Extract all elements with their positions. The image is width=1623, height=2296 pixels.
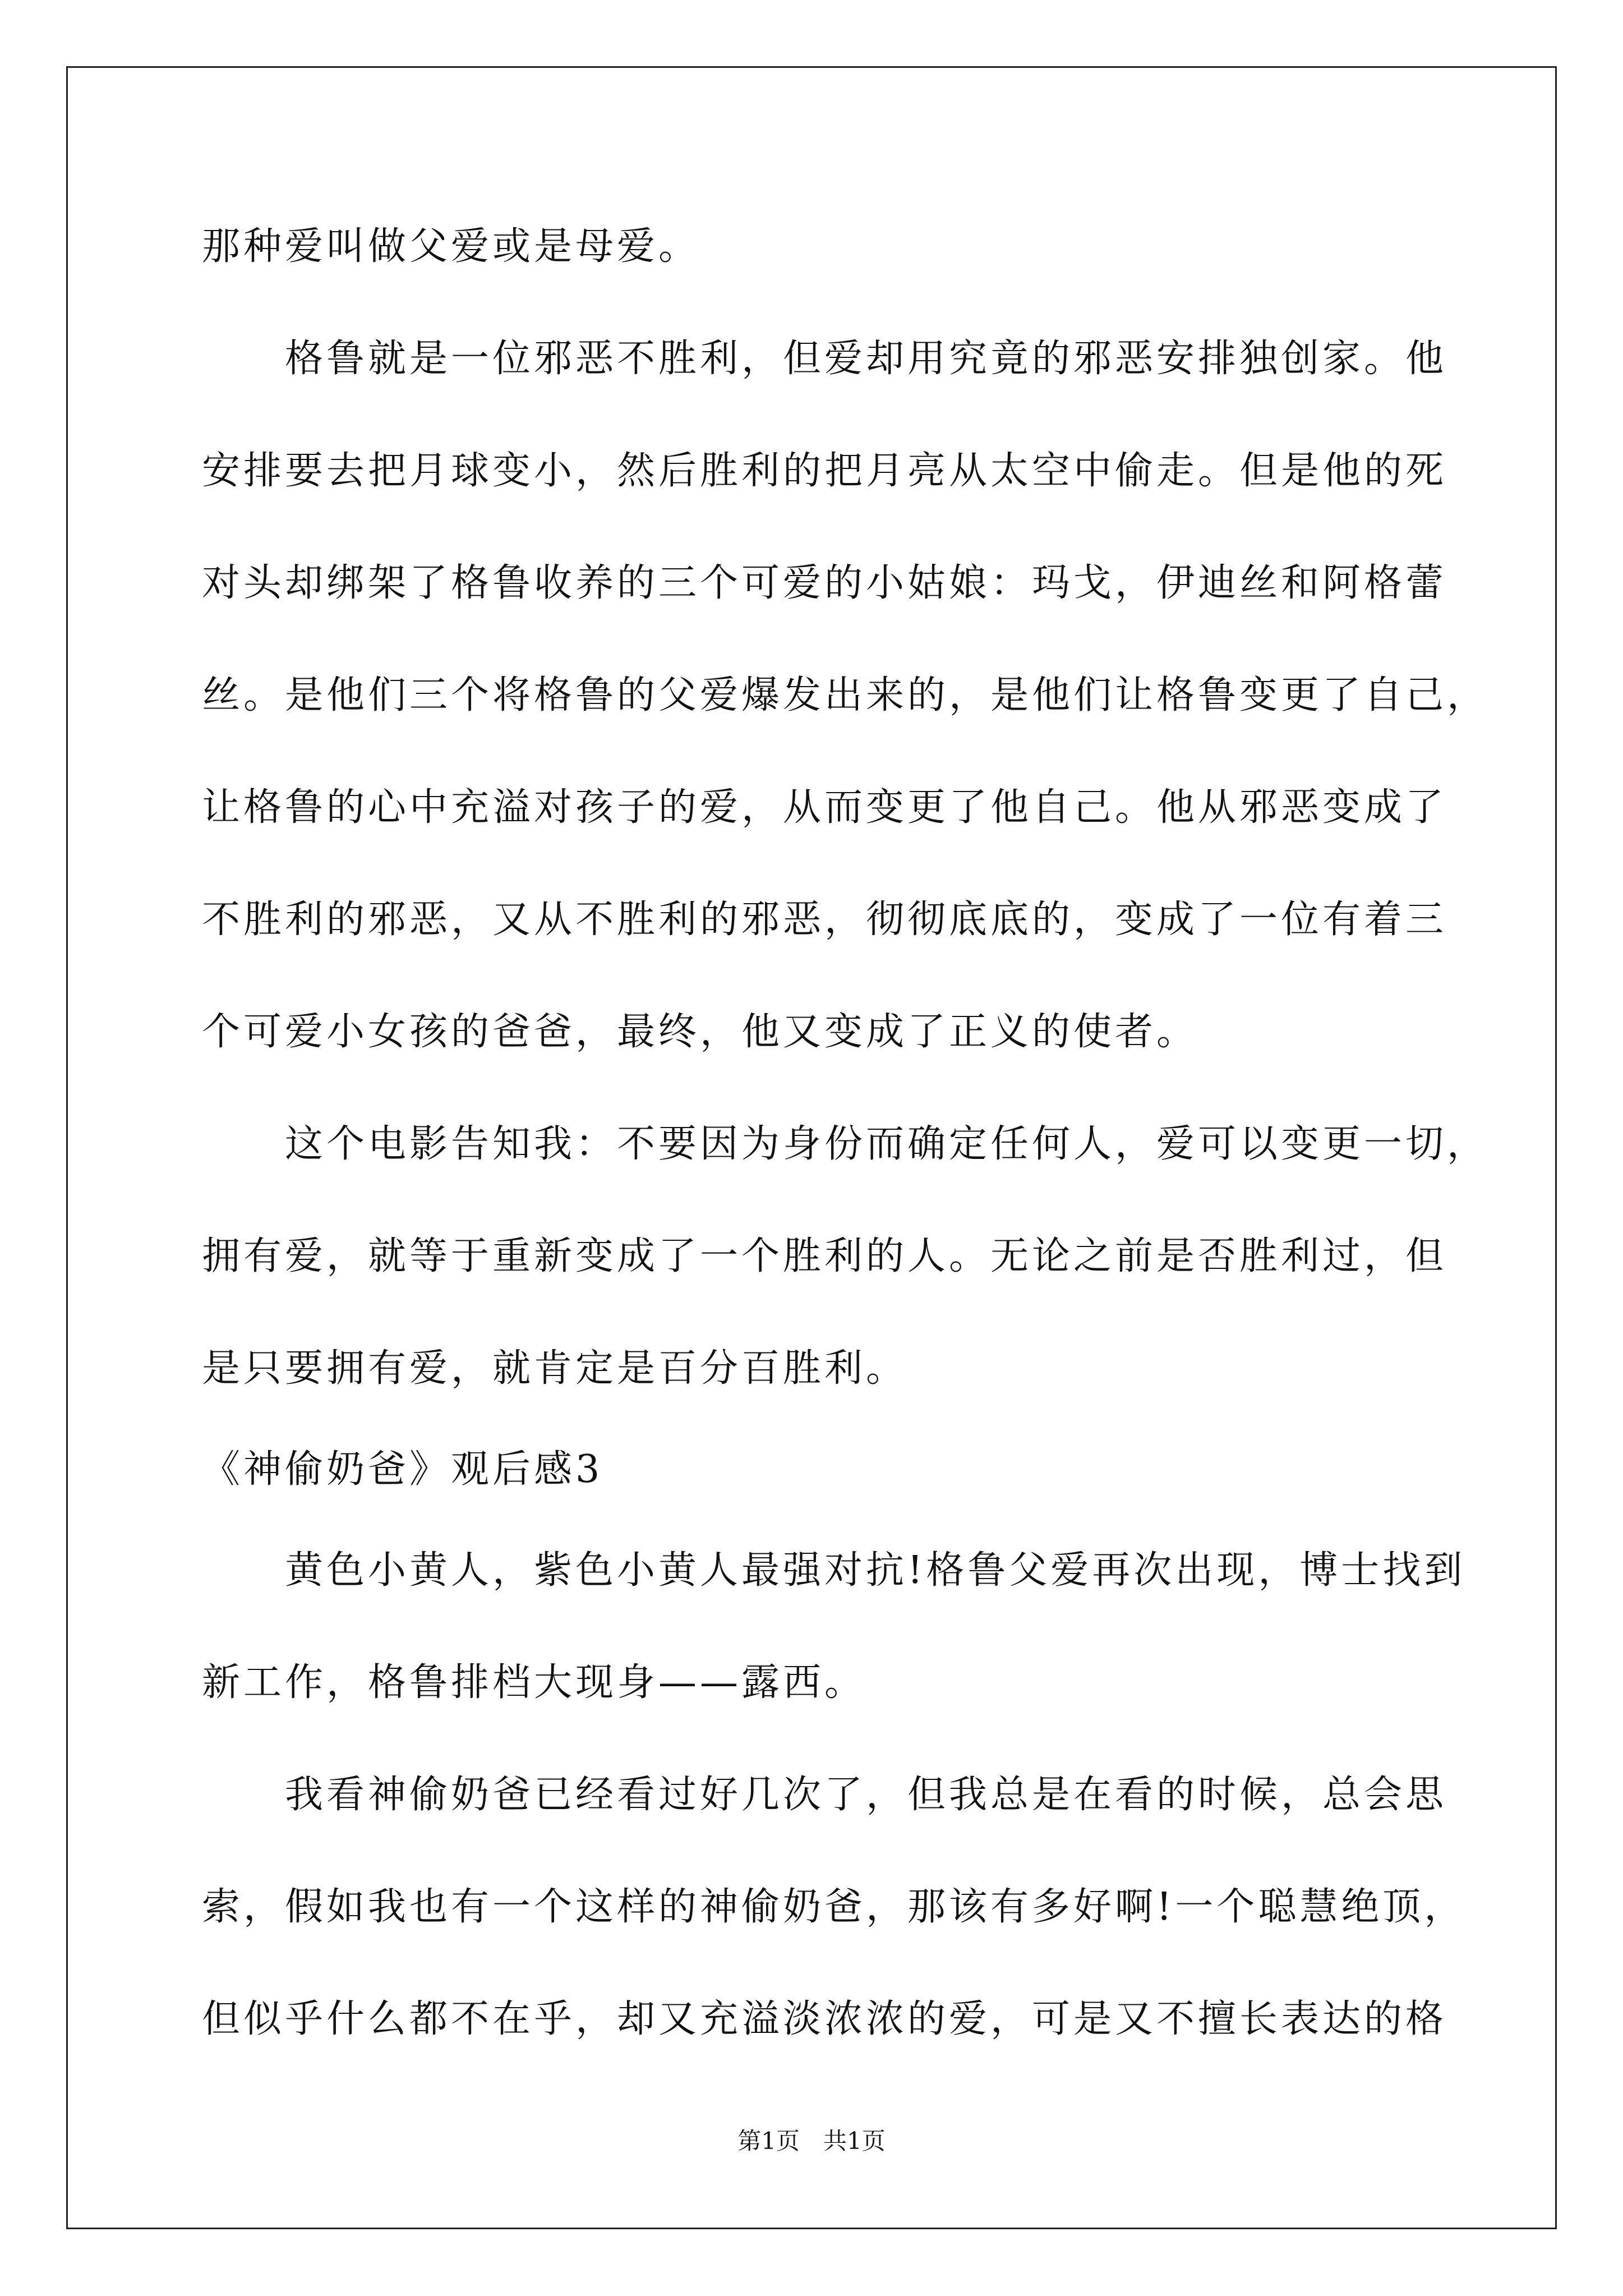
paragraph-line: 让格鲁的心中充溢对孩子的爱，从而变更了他自己。他从邪恶变成了 bbox=[202, 785, 1447, 830]
paragraph-line: 我看神偷奶爸已经看过好几次了，但我总是在看的时候，总会思 bbox=[285, 1773, 1447, 1817]
paragraph-line: 这个电影告知我：不要因为身份而确定任何人，爱可以变更一切， bbox=[285, 1122, 1489, 1166]
section-heading: 《神偷奶爸》观后感3 bbox=[202, 1447, 603, 1492]
paragraph-line: 新工作，格鲁排档大现身——露西。 bbox=[202, 1660, 866, 1705]
paragraph-line: 安排要去把月球变小，然后胜利的把月亮从太空中偷走。但是他的死 bbox=[202, 449, 1447, 493]
paragraph-line: 黄色小黄人，紫色小黄人最强对抗!格鲁父爱再次出现，博士找到 bbox=[285, 1548, 1466, 1593]
paragraph-line: 丝。是他们三个将格鲁的父爱爆发出来的，是他们让格鲁变更了自己， bbox=[202, 673, 1489, 717]
paragraph-line: 拥有爱，就等于重新变成了一个胜利的人。无论之前是否胜利过，但 bbox=[202, 1234, 1447, 1278]
page-number-footer: 第1页 共1页 bbox=[737, 2127, 886, 2155]
paragraph-line: 对头却绑架了格鲁收养的三个可爱的小姑娘：玛戈，伊迪丝和阿格蕾 bbox=[202, 561, 1447, 605]
paragraph-line: 格鲁就是一位邪恶不胜利，但爱却用究竟的邪恶安排独创家。他 bbox=[285, 337, 1447, 381]
paragraph-line: 是只要拥有爱，就肯定是百分百胜利。 bbox=[202, 1346, 908, 1391]
paragraph-line: 个可爱小女孩的爸爸，最终，他又变成了正义的使者。 bbox=[202, 1010, 1198, 1054]
paragraph-line: 索，假如我也有一个这样的神偷奶爸，那该有多好啊!一个聪慧绝顶， bbox=[202, 1885, 1466, 1929]
paragraph-line: 不胜利的邪恶，又从不胜利的邪恶，彻彻底底的，变成了一位有着三 bbox=[202, 898, 1447, 942]
paragraph-line: 那种爱叫做父爱或是母爱。 bbox=[202, 224, 700, 269]
paragraph-line: 但似乎什么都不在乎，却又充溢淡浓浓的爱，可是又不擅长表达的格 bbox=[202, 1997, 1447, 2041]
